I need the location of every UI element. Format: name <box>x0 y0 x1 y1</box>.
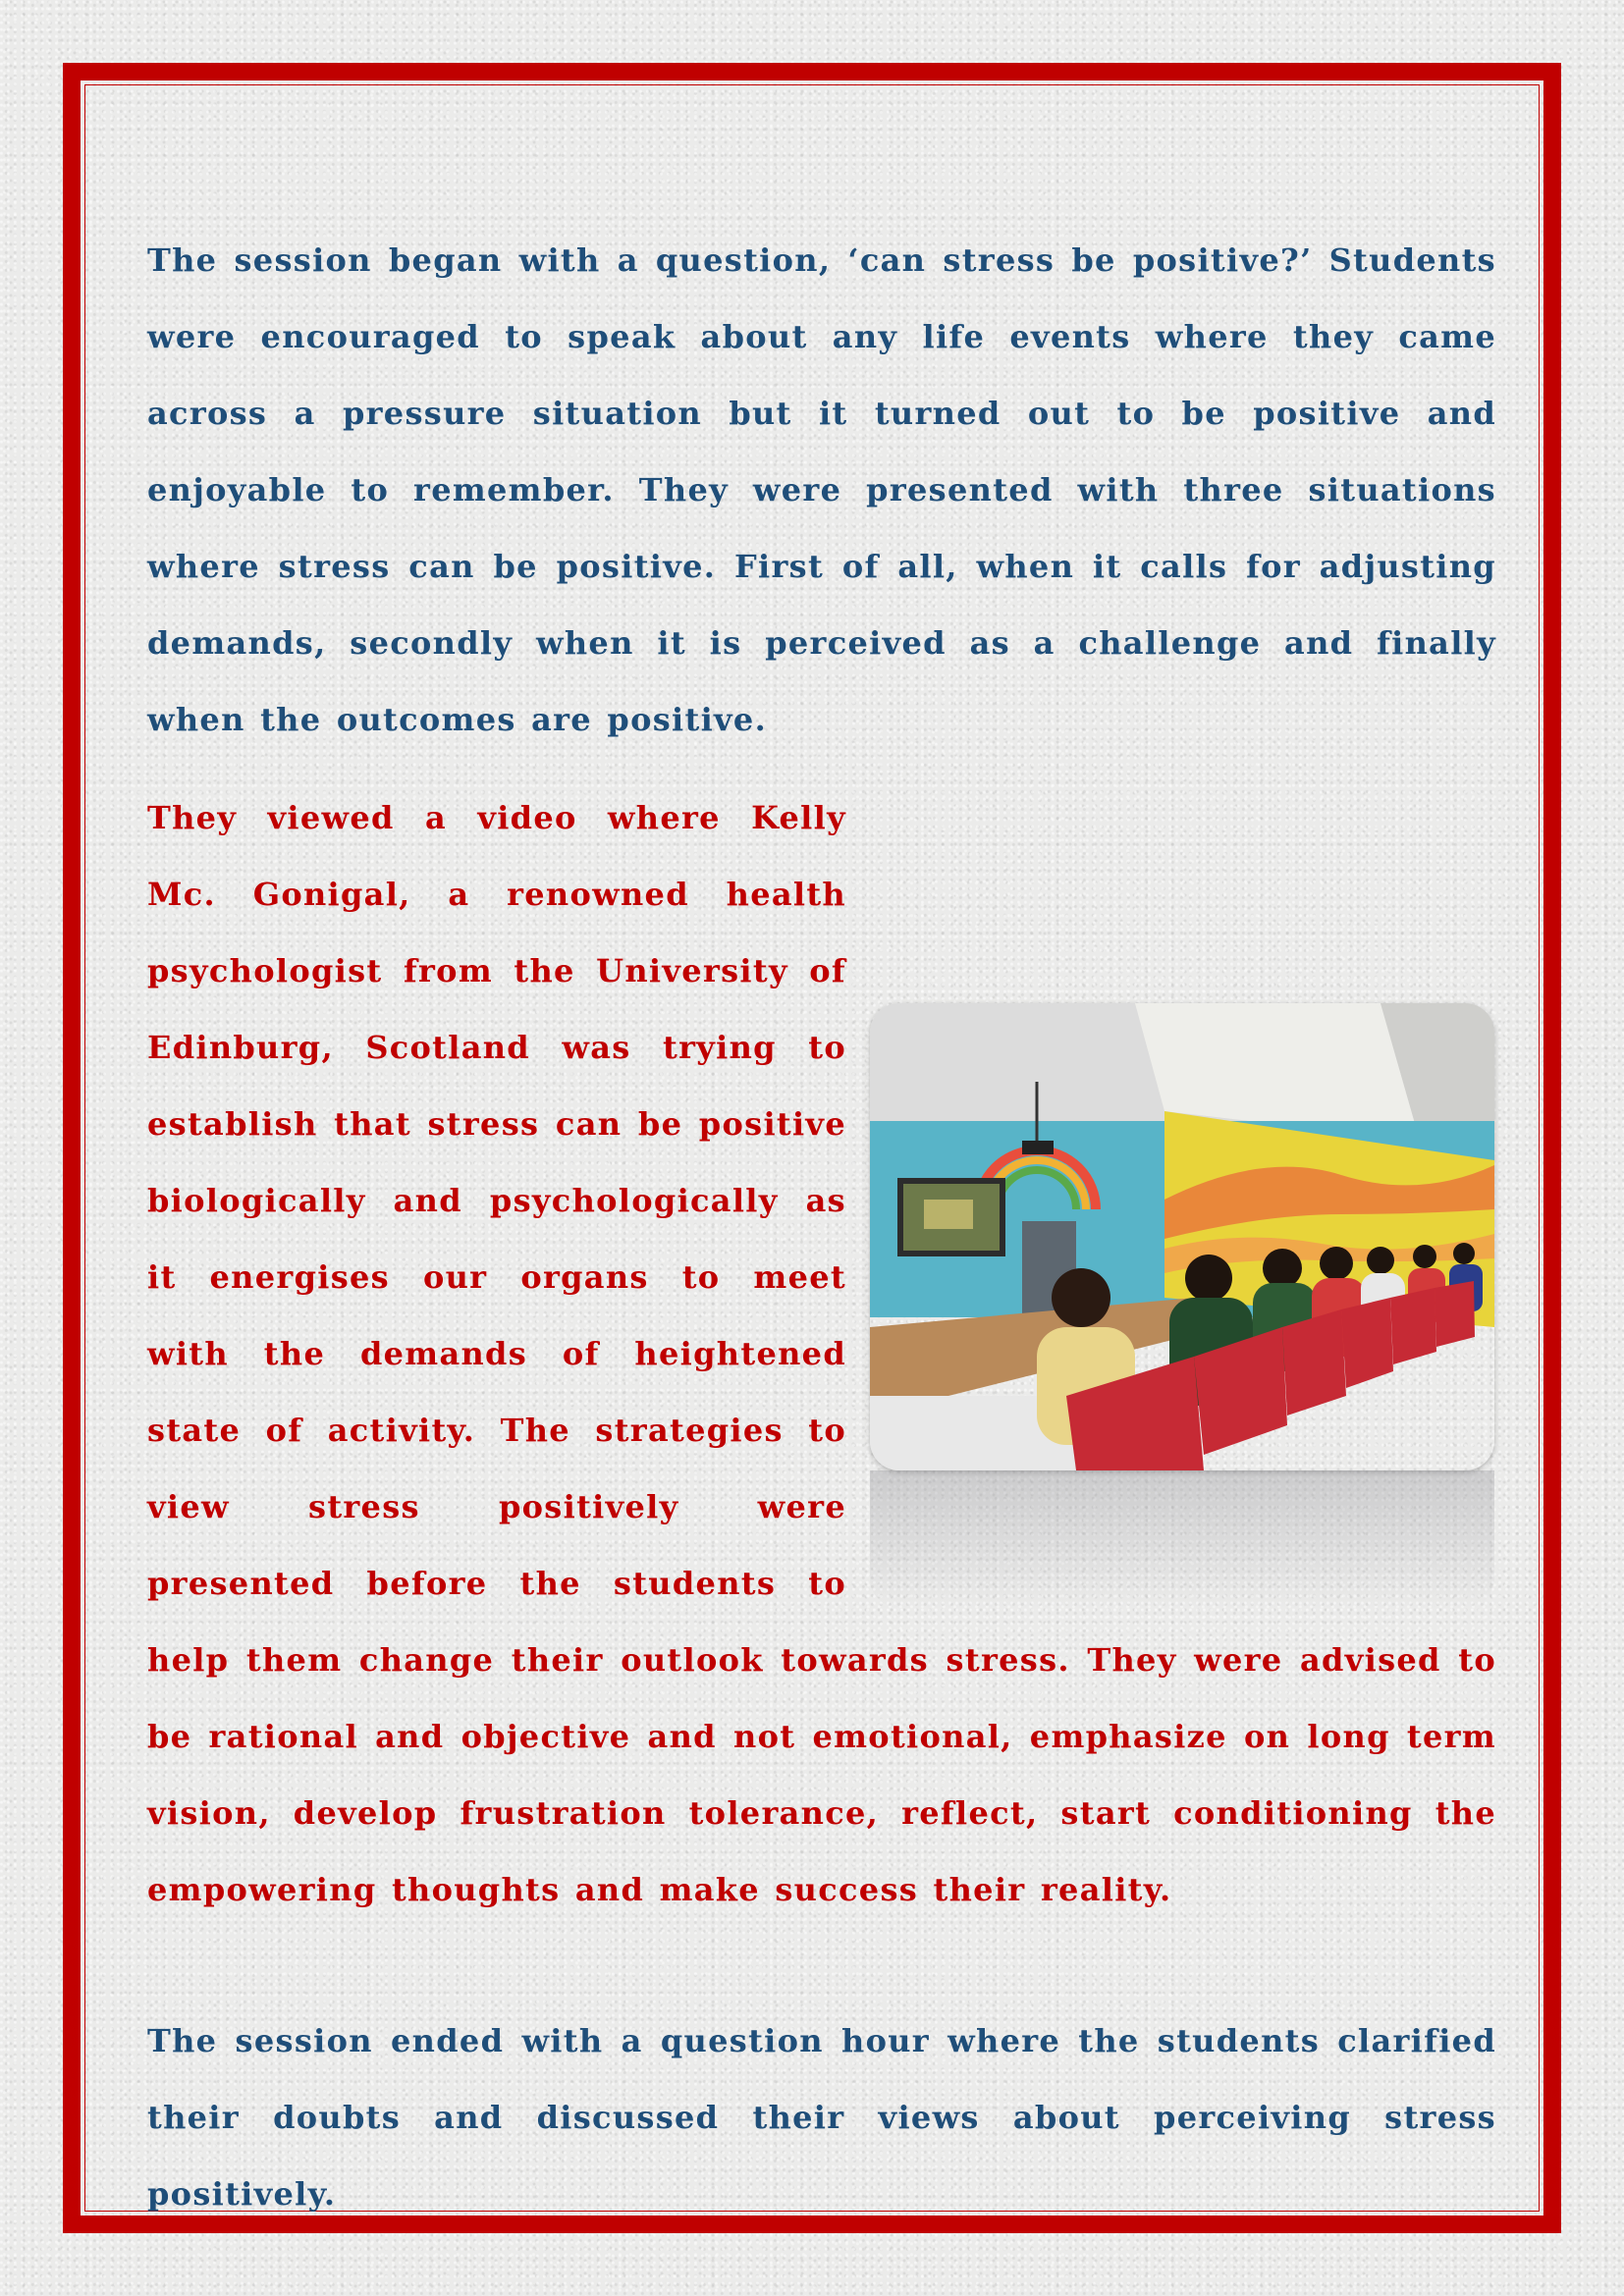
paragraph-video: They viewed a video where Kelly Mc. Gonigal, a renowned health psychologist from the University of Edinburg, Scotland was trying to establish that stress can be positive biologically and psychologically as it energises our organs to meet with the demands of heightened state of activity. The strategies to view stress positively were presented before the students to help them change their outlook towards stress. They were advised to be rational and objective and not emotional, emphasize on long term vision, develop frustration tolerance, reflect, start conditioning the empowering thoughts and make success their reality. <box>147 799 1496 1908</box>
document-body <box>147 222 1496 2232</box>
paragraph-conclusion: The session ended with a question hour where the students clarified their doubts and discussed their views about perceiving stress positively. <box>147 2022 1496 2213</box>
classroom-photo-reflection <box>870 1470 1494 1608</box>
classroom-photo-container <box>870 1003 1496 1612</box>
paragraph-intro: The session began with a question, ‘can stress be positive?’ Students were encouraged to speak about any life events where they came across a pressure situation but it turned out to be positive and enjoyable to remember. They were presented with three situations where stress can be positive. First of all, when it calls for adjusting demands, secondly when it is perceived as a challenge and finally when the outcomes are positive. <box>147 241 1496 738</box>
classroom-photo <box>870 1003 1494 1470</box>
classroom-photo-image <box>870 1003 1494 1470</box>
